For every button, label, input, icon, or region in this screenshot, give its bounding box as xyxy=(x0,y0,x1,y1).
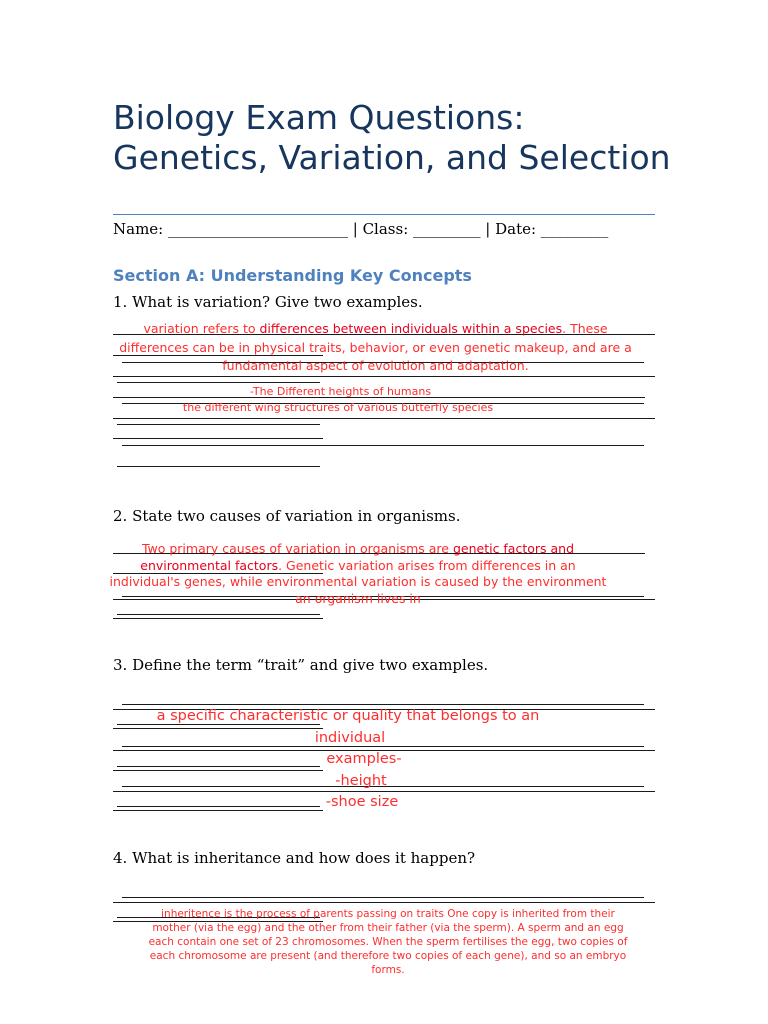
question-3-prompt: 3. Define the term “trait” and give two examples. xyxy=(113,656,489,674)
answer-line xyxy=(113,902,655,903)
title-divider xyxy=(113,214,655,215)
answer-line-text: individual xyxy=(314,729,386,746)
answer-text: . These differences can be in physical traits, behavior, or even genetic makeup, and are a fundamental aspect of evolution and adaptation. xyxy=(119,321,632,373)
answer-line xyxy=(117,382,320,383)
question-3-answer xyxy=(113,706,583,814)
answer-line xyxy=(113,618,323,619)
answer-line-text: -shoe size xyxy=(325,794,399,810)
answer-line xyxy=(122,704,644,705)
answer-highlight: genetic factors and environmental factors xyxy=(140,541,575,573)
question-1-answer xyxy=(113,320,638,376)
answer-highlight: differences between individuals within a species xyxy=(259,321,563,336)
answer-line-text: -height xyxy=(335,772,387,789)
answer-line xyxy=(117,424,320,425)
page-title: Biology Exam Questions: Genetics, Variation, and Selection xyxy=(113,98,671,177)
answer-line-text: a specific characteristic or quality that belongs to an xyxy=(156,708,540,724)
question-1-example-1: -The Different heights of humans xyxy=(249,385,432,398)
answer-line-text: examples- xyxy=(326,751,402,767)
section-a-heading: Section A: Understanding Key Concepts xyxy=(113,266,472,285)
question-2-answer xyxy=(103,541,613,607)
answer-text: Two primary causes of variation in organisms are xyxy=(141,541,453,556)
answer-text: . Genetic variation arises from differences in an individual's genes, while environmental variation is caused by the environment an organism lives in xyxy=(109,557,607,606)
question-1-prompt: 1. What is variation? Give two examples. xyxy=(113,293,423,311)
question-2-prompt: 2. State two causes of variation in organisms. xyxy=(113,507,461,525)
answer-line xyxy=(117,466,320,467)
answer-line xyxy=(113,438,323,439)
question-1-example-2: the different wing structures of various butterfly species xyxy=(182,401,494,414)
question-4-prompt: 4. What is inheritance and how does it happen? xyxy=(113,849,476,867)
answer-line xyxy=(122,897,644,898)
question-4-answer: inheritence is the process of parents passing on traits One copy is inherited from their mother (via the egg) and the other from their father (via the sperm). A sperm and an egg each contain one set of 23 chromosomes. When the sperm fertilises the egg, two copies of each chromosome are present (and therefore two copies of each gene), and so an embryo forms. xyxy=(148,908,628,976)
answer-line xyxy=(122,445,644,446)
student-info-fields: Name: ________________________ | Class: _________ | Date: _________ xyxy=(113,220,609,238)
answer-line xyxy=(117,614,320,615)
answer-text: variation refers to xyxy=(143,321,260,336)
answer-line xyxy=(113,418,655,419)
answer-line xyxy=(113,376,655,377)
